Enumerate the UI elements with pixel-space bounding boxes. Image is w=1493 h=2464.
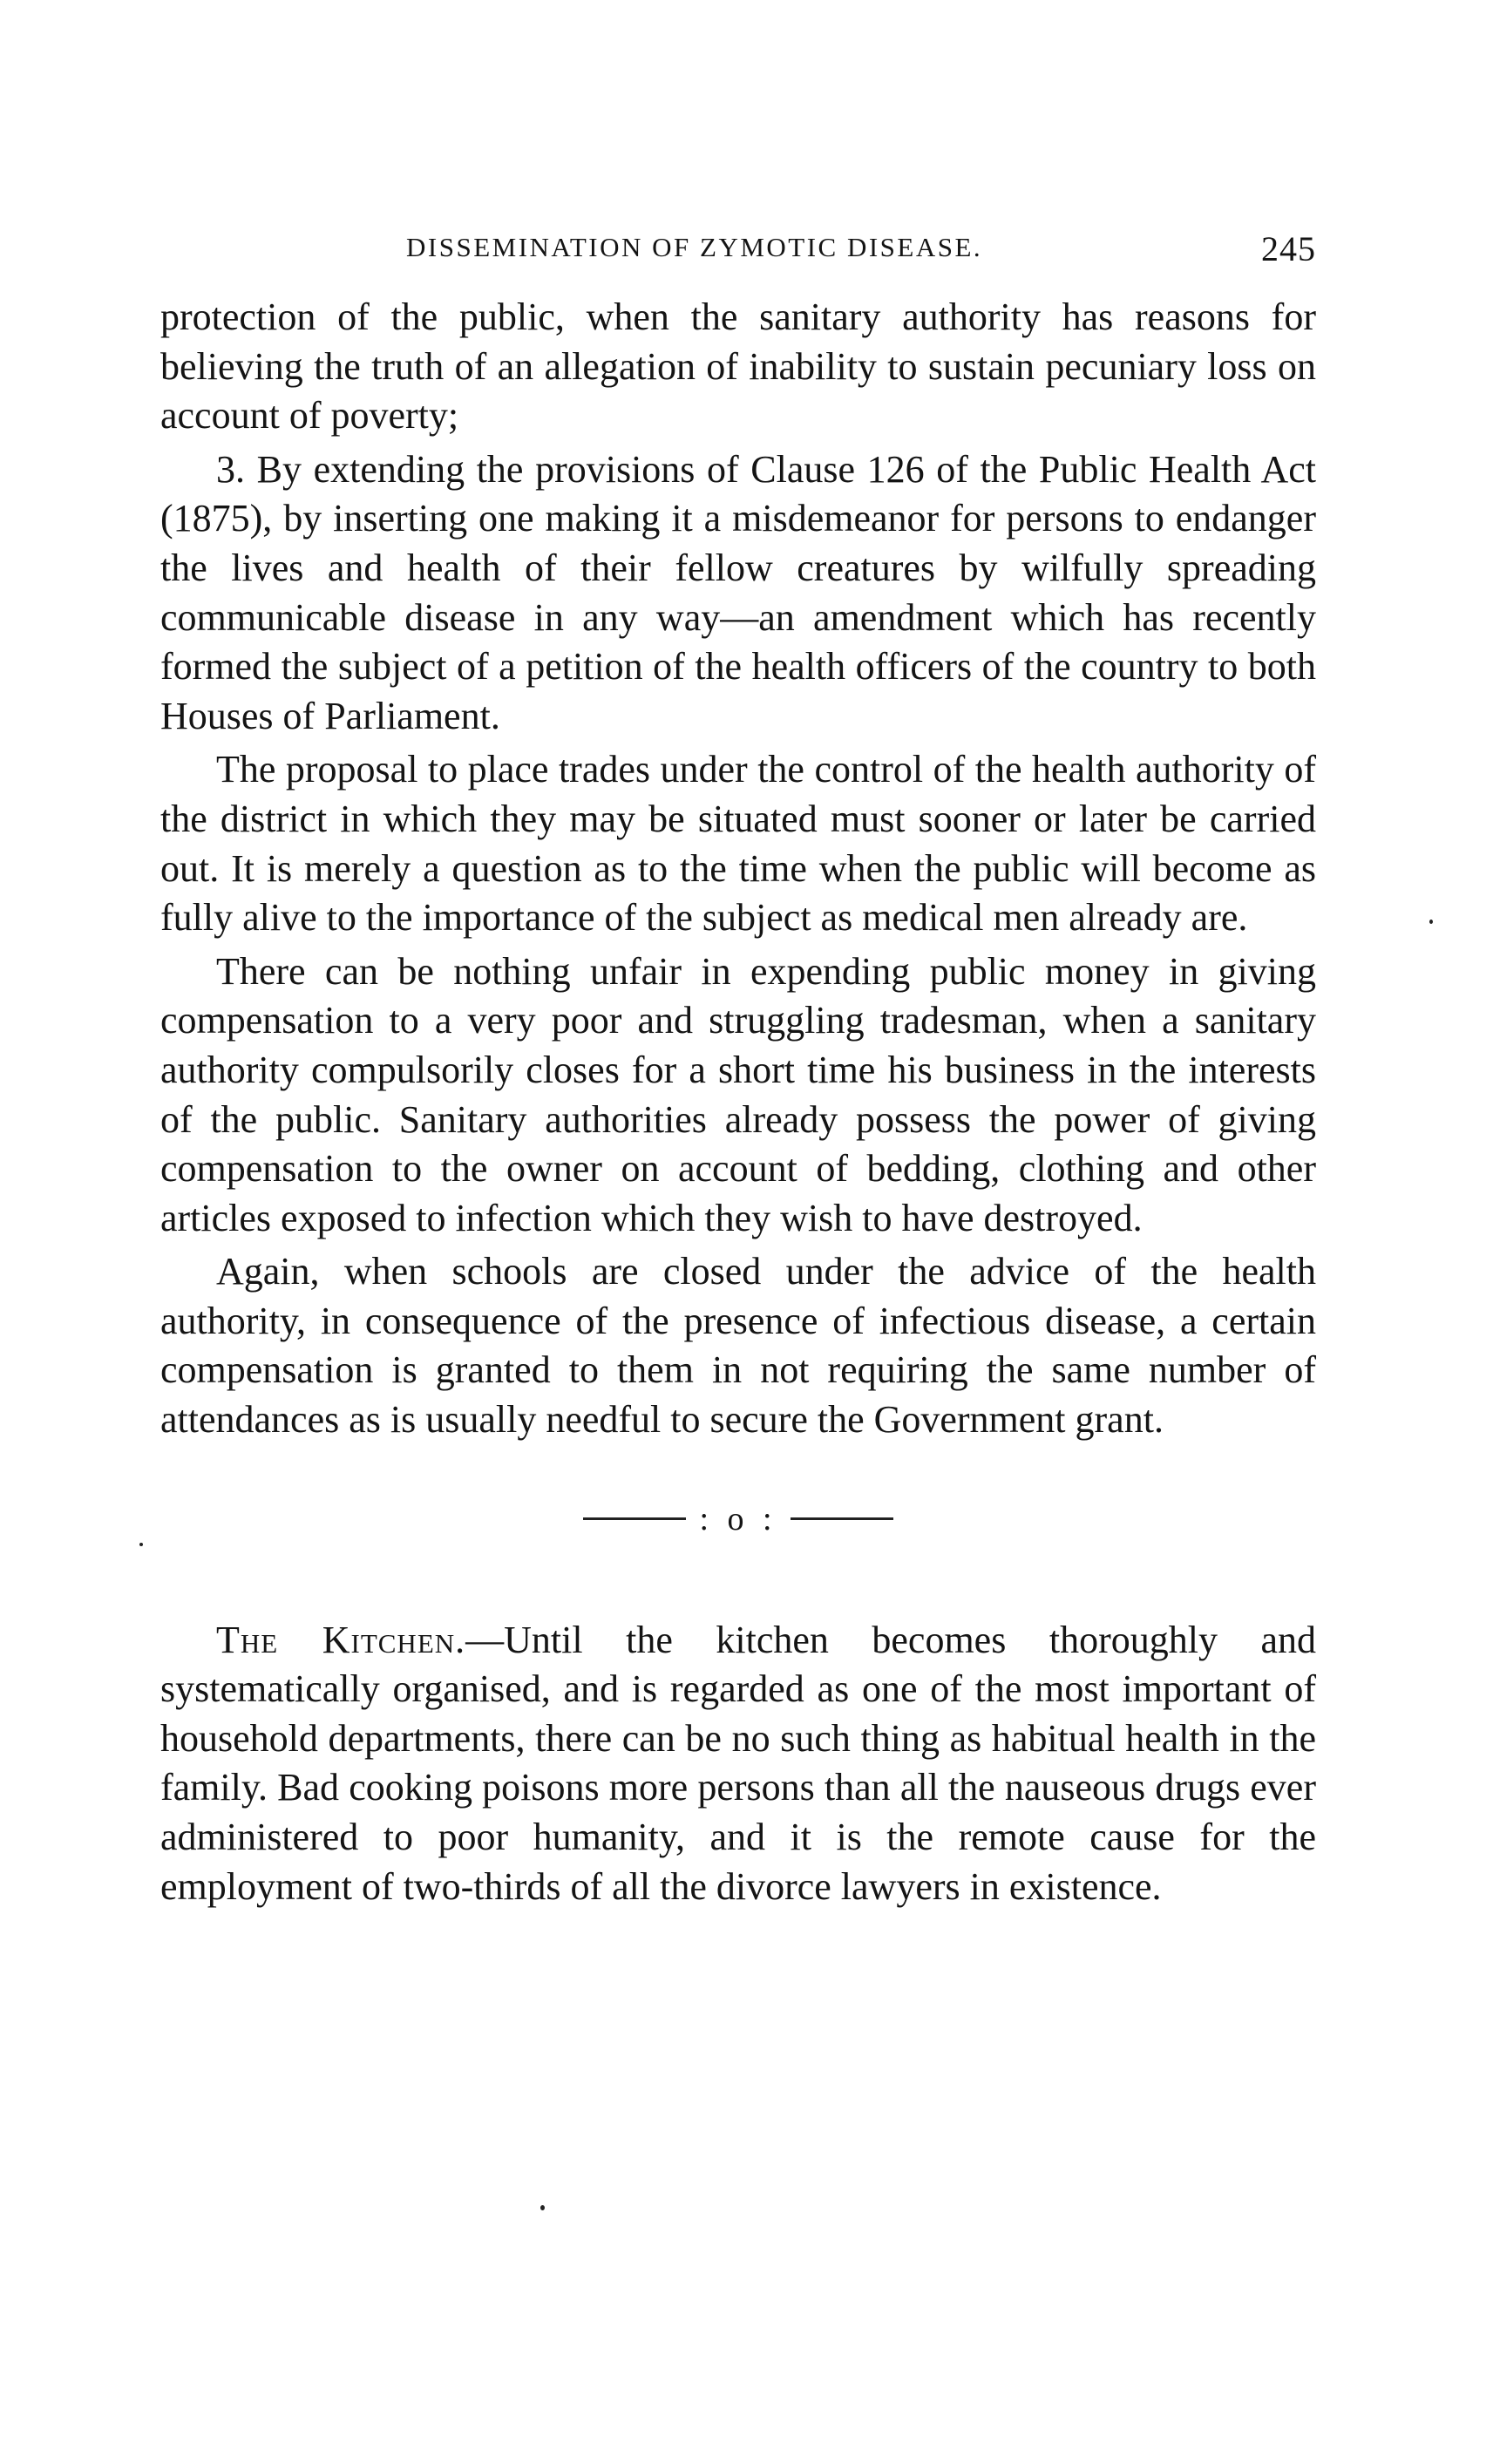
book-page — [160, 225, 1316, 1911]
paragraph-compensation: There can be nothing unfair in expending public money in giving compensation to a very poor and struggling tradesman, when a sanitary authority compulsorily closes for a short time his business in the interests of the public. Sanitary authorities already possess the power of giving compensation to the owner on account of bedding, clothing and other articles exposed to infection which they wish to have destroyed. — [160, 949, 1316, 1239]
section-divider — [160, 1497, 1316, 1593]
kitchen-heading: The Kitchen. — [216, 1618, 466, 1661]
paragraph-clause-3: 3. By extending the provisions of Clause 126 of the Public Health Act (1875), by inserting one making it a misdemeanor for persons to endanger the lives and health of their fellow creatures by wilfully spreading communicable disease in any way—an amendment which has recently formed the subject of a petition of the health officers of the country to both Houses of Parliament. — [160, 447, 1316, 737]
kitchen-text: —Until the kitchen becomes thoroughly and systematically organised, and is regarded as one of the most important of household departments, there can be no such thing as habitual health in the family. Bad cooking poisons more persons than all the nauseous drugs ever administered to poor humanity, and it is the remote cause for the employment of two-thirds of all the divorce lawyers in existence. — [160, 1618, 1316, 1908]
paragraph-trades-proposal: The proposal to place trades under the control of the health authority of the district in which they may be situated must sooner or later be carried out. It is merely a question as to the time when the public will become as fully alive to the importance of the subject as medical men already are. — [160, 748, 1316, 940]
page-number: 245 — [1261, 229, 1316, 268]
kitchen-section — [160, 1616, 1316, 1912]
kitchen-paragraph — [160, 1616, 1316, 1912]
divider-rule-right — [791, 1517, 893, 1520]
divider-rule-left — [583, 1517, 686, 1520]
divider-mark: : o : — [699, 1500, 777, 1537]
body-text — [160, 293, 1316, 1445]
print-speck — [139, 1543, 143, 1546]
print-speck — [540, 2205, 545, 2210]
running-head — [160, 225, 1316, 277]
running-title: DISSEMINATION OF ZYMOTIC DISEASE. — [406, 232, 983, 262]
paragraph-continued: protection of the public, when the sanitary authority has reasons for believing the truth of an allegation of inability to sustain pecuniary loss on account of poverty; — [160, 295, 1316, 438]
paragraph-schools: Again, when schools are closed under the advice of the health authority, in consequence of the presence of infectious disease, a certain compensation is granted to them in not requiring the same number of attendances as is usually needful to secure the Government grant. — [160, 1250, 1316, 1442]
print-speck — [1429, 920, 1433, 924]
